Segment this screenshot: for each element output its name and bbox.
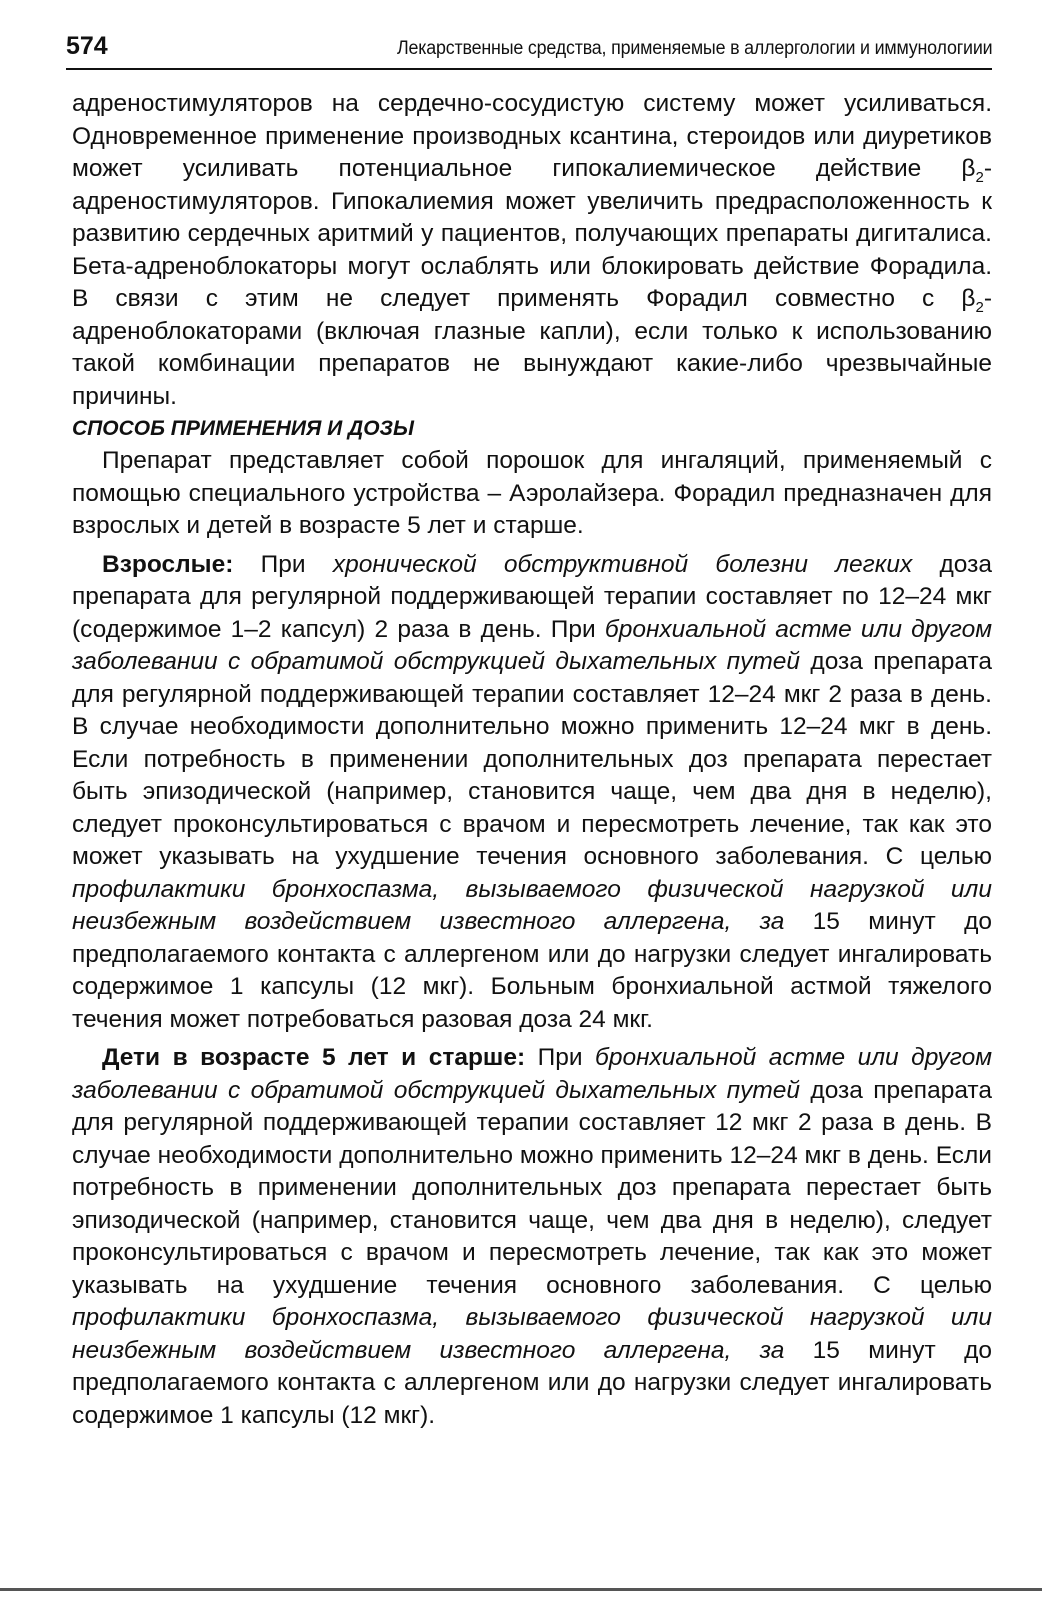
scan-edge-rule [0, 1588, 1042, 1591]
running-title: Лекарственные средства, применяемые в аллергологии и иммунологиии [396, 38, 992, 59]
adults-label: Взрослые: [102, 550, 234, 578]
page-header [66, 28, 992, 70]
children-label: Дети в возрасте 5 лет и старше: [102, 1044, 526, 1071]
paragraph-form: Препарат представляет собой порошок для ингаляций, применяемый с помощью специального устройства – Аэролайзера. Форадил предназначен для взрослых и детей в возрасте 5 лет и старше. [72, 447, 992, 539]
section-heading: СПОСОБ ПРИМЕНЕНИЯ И ДОЗЫ [72, 417, 415, 440]
paragraph-children: Дети в возрасте 5 лет и старше: При бронхиальной астме или другом заболевании с обратимой обструкцией дыхательных путей доза препарата для регулярной поддерживающей терапии составляет 12 мкг 2 раза в день. В случае необходимости дополнительно можно применить 12–24 мкг в день. Если потребность в применении дополнительных доз препарата перестает быть эпизодической (например, становится чаще, чем два дня в неделю), следует проконсультироваться с врачом и пересмотреть лечение, так как это может указывать на ухудшение течения основного заболевания. С целью профилактики бронхоспазма, вызываемого физической нагрузкой или неизбежным воздействием известного аллергена, за 15 минут до предполагаемого контакта с аллергеном или до нагрузки следует ингалировать содержимое 1 капсулы (12 мкг). [72, 1044, 993, 1429]
paragraph-interactions: адреностимуляторов на сердечно-сосудистую систему может усиливаться. Одновременное применение производных ксантина, стероидов или диуретиков может усиливать потенциальное гипокалиемическое действие $\beta_2$-адреностимуляторов. Гипокалиемия может увеличить предрасположенность к развитию сердечных аритмий у пациентов, получающих препараты дигиталиса. Бета-адреноблокаторы могут ослаблять или блокировать действие Форадила. В связи с этим не следует применять Форадил совместно с $\beta_2$-адреноблокаторами (включая глазные капли), если только к использованию такой комбинации препаратов не вынуждают какие-либо чрезвычайные причины. [72, 90, 992, 410]
page-body [72, 88, 992, 1432]
paragraph-adults: Взрослые: При хронической обструктивной болезни легких доза препарата для регулярной поддерживающей терапии составляет по 12–24 мкг (содержимое 1–2 капсул) 2 раза в день. При бронхиальной астме или другом заболевании с обратимой обструкцией дыхательных путей доза препарата для регулярной поддерживающей терапии составляет 12–24 мкг 2 раза в день. В случае необходимости дополнительно можно применить 12–24 мкг в день. Если потребность в применении дополнительных доз препарата перестает быть эпизодической (например, становится чаще, чем два дня в неделю), следует проконсультироваться с врачом и пересмотреть лечение, так как это может указывать на ухудшение течения основного заболевания. С целью профилактики бронхоспазма, вызываемого физической нагрузкой или неизбежным воздействием известного аллергена, за 15 минут до предполагаемого контакта с аллергеном или до нагрузки следует ингалировать содержимое 1 капсулы (12 мкг). Больным бронхиальной астмой тяжелого течения может потребоваться разовая доза 24 мкг. [72, 550, 993, 1033]
page-number: 574 [66, 32, 108, 60]
